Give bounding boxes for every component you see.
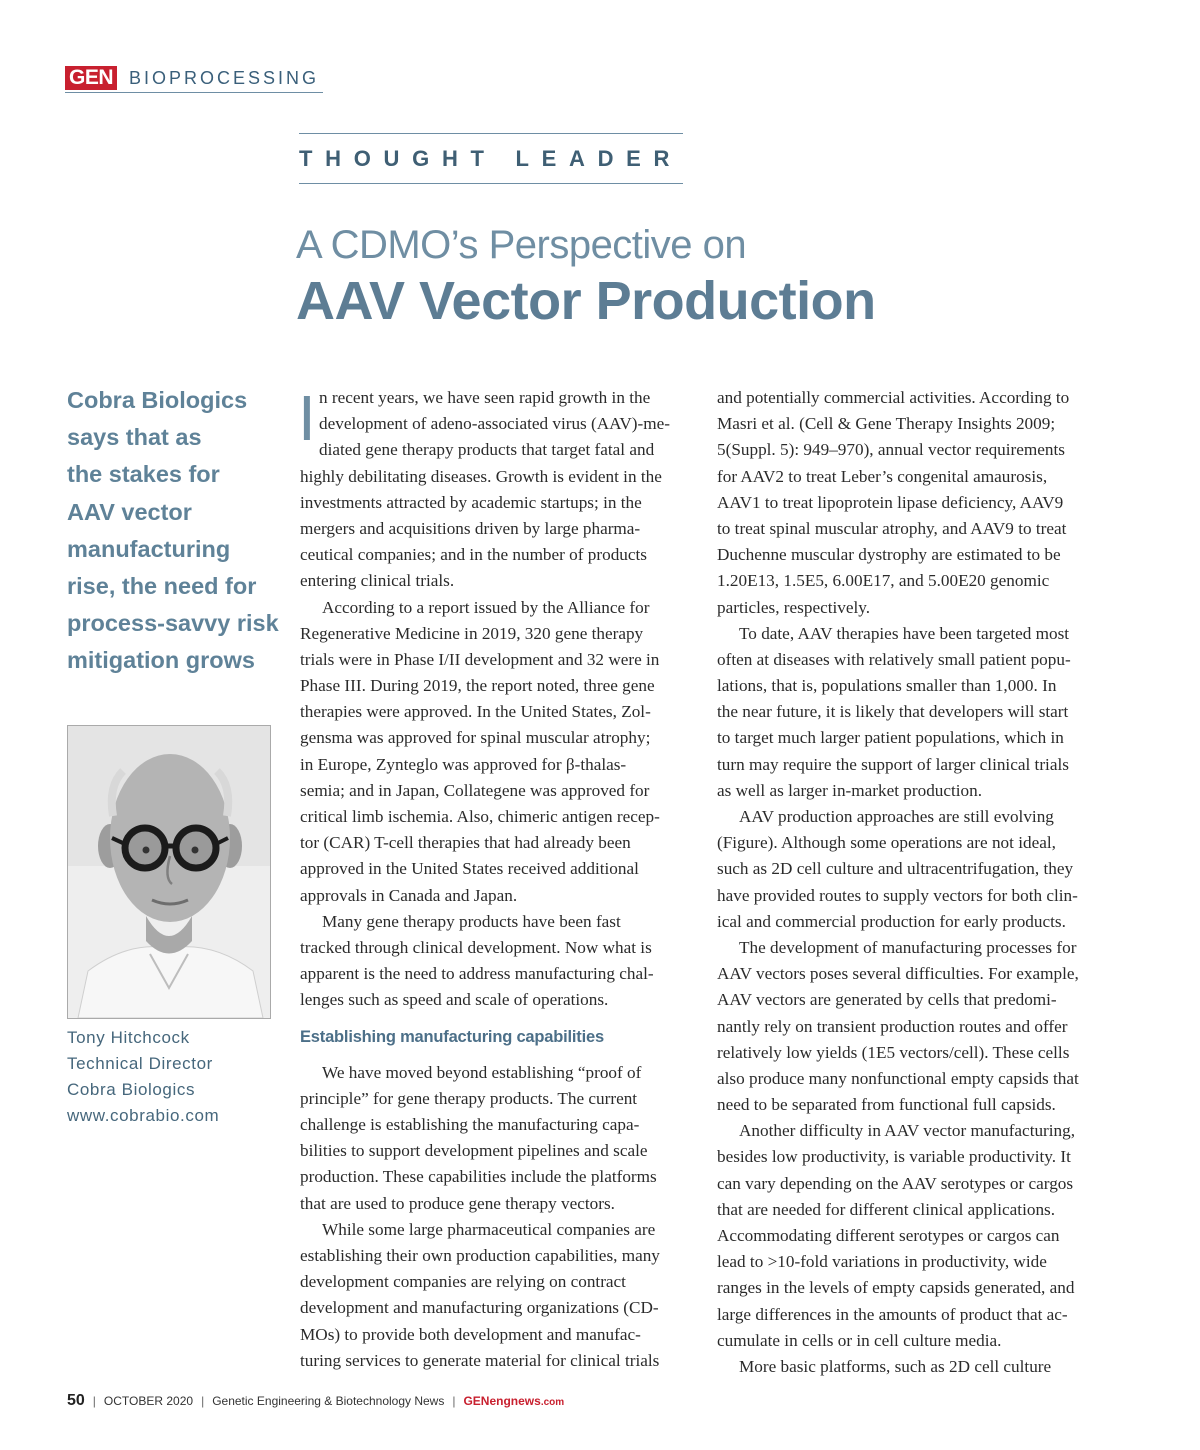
headline-line-2: AAV Vector Production (296, 271, 876, 331)
text-line: MOs) to provide both development and manufac- (300, 1324, 641, 1344)
publication-name: Genetic Engineering & Biotechnology News (212, 1394, 445, 1408)
text-line: particles, respectively. (717, 597, 871, 617)
page-footer (67, 1391, 564, 1413)
text-line: AAV vectors poses several difficulties. For example, (717, 964, 1079, 984)
website-tld: .com (540, 1397, 565, 1408)
text-line: Many gene therapy products have been fast (322, 911, 621, 931)
text-line: (Figure). Although some operations are not ideal, (717, 833, 1056, 853)
author-website[interactable]: www.cobrabio.com (67, 1106, 220, 1125)
text-line: challenge is establishing the manufacturing capa- (300, 1115, 640, 1135)
text-line: therapies were approved. In the United States, Zol- (300, 702, 651, 722)
text-line: ceutical companies; and in the number of products (300, 545, 647, 565)
text-line: principle” for gene therapy products. The current (300, 1088, 638, 1108)
text-line: More basic platforms, such as 2D cell culture (739, 1356, 1052, 1376)
text-line: To date, AAV therapies have been targeted most (739, 623, 1070, 643)
text-line: Accommodating different serotypes or cargos can (717, 1226, 1060, 1245)
text-line: highly debilitating diseases. Growth is evident in the (300, 466, 662, 486)
text-line: AAV production approaches are still evolving (739, 807, 1054, 826)
pull-quote-line: rise, the need for (67, 573, 257, 600)
text-line: lations, that is, populations smaller than 1,000. In (717, 676, 1057, 696)
text-line: 5(Suppl. 5): 949–970), annual vector requirements (717, 440, 1065, 460)
author-name: Tony Hitchcock (67, 1028, 190, 1047)
text-line: Phase III. During 2019, the report noted, three gene (300, 676, 655, 696)
kicker-bottom-rule (299, 183, 683, 184)
text-line: can vary depending on the AAV serotypes or cargos (717, 1173, 1074, 1193)
text-line: AAV1 to treat lipoprotein lipase deficiency, AAV9 (717, 492, 1064, 512)
text-line: ranges in the levels of empty capsids generated, and (717, 1278, 1075, 1298)
text-line: often at diseases with relatively small patient popu- (717, 649, 1071, 669)
text-line: diated gene therapy products that target fatal and (319, 440, 655, 460)
text-line: semia; and in Japan, Collategene was approved for (300, 780, 650, 800)
text-line: turing services to generate material for clinical trials (300, 1350, 660, 1370)
text-line: have provided routes to supply vectors for both clin- (717, 885, 1078, 905)
text-line: that are used to produce gene therapy vectors. (300, 1193, 615, 1213)
footer-separator: | (201, 1394, 205, 1408)
section-subhead: Establishing manufacturing capabilities (300, 1027, 604, 1046)
text-line: as well as larger in-market production. (717, 780, 983, 800)
author-byline (67, 1025, 282, 1129)
text-line: establishing their own production capabilities, many (300, 1246, 660, 1265)
text-line: Another difficulty in AAV vector manufacturing, (739, 1121, 1076, 1141)
text-line: nantly rely on transient production routes and offer (717, 1016, 1068, 1036)
author-company: Cobra Biologics (67, 1080, 196, 1099)
pull-quote-line: Cobra Biologics (67, 387, 248, 413)
kicker-top-rule (299, 133, 683, 134)
text-line: approvals in Canada and Japan. (300, 885, 518, 905)
text-line: critical limb ischemia. Also, chimeric antigen recep- (300, 807, 660, 826)
text-line: to treat spinal muscular atrophy, and AAV9 to treat (717, 518, 1067, 538)
text-line: development and manufacturing organizations (CD- (300, 1298, 659, 1318)
text-line: mergers and acquisitions driven by large pharma- (300, 518, 641, 538)
article-column-2 (717, 385, 1107, 1380)
issue-date: OCTOBER 2020 (103, 1394, 194, 1408)
author-portrait (67, 725, 271, 1019)
pull-quote-line: process-savvy risk (67, 610, 279, 637)
text-line: approved in the United States received additional (300, 859, 639, 879)
text-line: ical and commercial production for early products. (717, 911, 1066, 931)
text-line: tracked through clinical development. Now what is (300, 937, 652, 957)
text-line: tor (CAR) T-cell therapies that had already been (300, 833, 631, 853)
section-label: BIOPROCESSING (129, 68, 320, 88)
kicker: THOUGHT LEADER (299, 146, 683, 171)
text-line: Masri et al. (Cell & Gene Therapy Insights 2009; (717, 414, 1056, 434)
text-line: 1.20E13, 1.5E5, 6.00E17, and 5.00E20 genomic (717, 571, 1050, 591)
text-line: that are needed for different clinical applications. (717, 1199, 1056, 1219)
footer-separator: | (452, 1394, 456, 1408)
website-name: GENengnews (463, 1394, 541, 1408)
text-line: development companies are relying on contract (300, 1272, 626, 1292)
text-line: and potentially commercial activities. According to (717, 388, 1070, 407)
pull-quote-line: AAV vector (67, 498, 192, 525)
text-line: The development of manufacturing processes for (739, 937, 1077, 957)
text-line: cumulate in cells or in cell culture media. (717, 1330, 1002, 1350)
page-number: 50 (67, 1392, 85, 1409)
text-line: relatively low yields (1E5 vectors/cell). These cells (717, 1042, 1070, 1062)
drop-cap: I (298, 382, 316, 454)
text-line: production. These capabilities include the platforms (300, 1167, 657, 1187)
article-column-1 (298, 382, 685, 1374)
text-line: AAV vectors are generated by cells that predomi- (717, 990, 1057, 1010)
spacer (300, 1050, 685, 1060)
gen-logo: GEN (65, 66, 117, 90)
text-line: gensma was approved for spinal muscular atrophy; (300, 728, 651, 748)
text-line: to target much larger patient populations, which in (717, 728, 1064, 748)
pull-quote-line: manufacturing (67, 535, 231, 562)
text-line: apparent is the need to address manufacturing chal- (300, 964, 654, 984)
text-line: large differences in the amounts of product that ac- (717, 1304, 1068, 1324)
text-line: also produce many nonfunctional empty capsids that (717, 1068, 1079, 1088)
text-line: entering clinical trials. (300, 571, 455, 591)
text-line: turn may require the support of larger clinical trials (717, 754, 1069, 774)
text-line: besides low productivity, is variable productivity. It (717, 1147, 1071, 1167)
footer-separator: | (92, 1394, 96, 1408)
section-rule (65, 92, 323, 93)
author-role: Technical Director (67, 1054, 213, 1073)
pull-quote (67, 382, 282, 680)
website-link[interactable] (463, 1394, 564, 1408)
text-line: the near future, it is likely that developers will start (717, 702, 1069, 722)
text-line: While some large pharmaceutical companies are (322, 1219, 656, 1239)
author-portrait-image (68, 726, 270, 1018)
text-line: need to be separated from functional full capsids. (717, 1095, 1056, 1115)
text-line: Regenerative Medicine in 2019, 320 gene therapy (300, 623, 644, 643)
text-line: development of adeno-associated virus (AAV)-me- (319, 414, 670, 434)
text-line: According to a report issued by the Alliance for (322, 597, 650, 617)
text-line: Duchenne muscular dystrophy are estimated to be (717, 545, 1061, 565)
headline-line-1: A CDMO’s Perspective on (296, 223, 747, 267)
spacer (300, 1014, 685, 1024)
pull-quote-line: mitigation grows (67, 647, 255, 674)
text-line: such as 2D cell culture and ultracentrifugation, they (717, 859, 1074, 879)
text-line: trials were in Phase I/II development and 32 were in (300, 649, 660, 669)
text-line: n recent years, we have seen rapid growth in the (319, 388, 651, 407)
text-line: for AAV2 to treat Leber’s congenital amaurosis, (717, 466, 1048, 486)
text-line: in Europe, Zynteglo was approved for β-thalas- (300, 754, 627, 774)
pull-quote-line: says that as (67, 424, 202, 451)
text-line: investments attracted by academic startups; in the (300, 492, 642, 512)
text-line: bilities to support development pipelines and scale (300, 1141, 648, 1161)
pull-quote-line: the stakes for (67, 461, 220, 488)
text-line: We have moved beyond establishing “proof of (322, 1062, 642, 1082)
text-line: lenges such as speed and scale of operations. (300, 990, 609, 1010)
text-line: lead to >10-fold variations in productivity, wide (717, 1252, 1047, 1272)
